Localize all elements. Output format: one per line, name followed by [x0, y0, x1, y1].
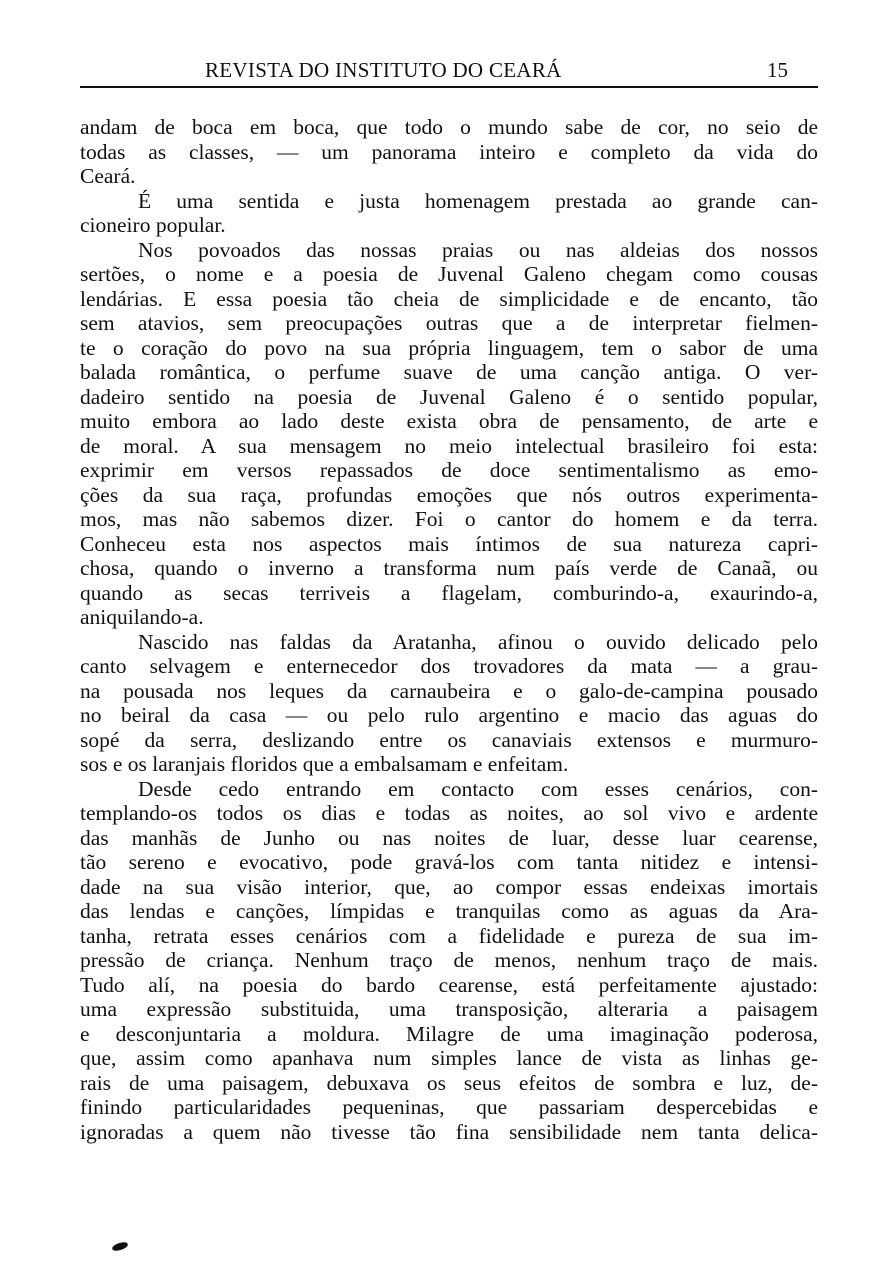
text-line: Conheceu esta nos aspectos mais íntimos de sua natureza capri-	[80, 531, 818, 556]
text-line: andam de boca em boca, que todo o mundo sabe de cor, no seio de	[80, 115, 818, 139]
text-line: e desconjuntaria a moldura. Milagre de uma imaginação poderosa,	[80, 1021, 818, 1046]
text-line: balada romântica, o perfume suave de uma canção antiga. O ver-	[80, 360, 818, 384]
text-line: É uma sentida e justa homenagem prestada ao grande can-	[138, 188, 818, 213]
text-line: sopé da serra, deslizando entre os canaviais extensos e murmuro-	[80, 727, 818, 752]
text-line: cioneiro popular.	[80, 213, 226, 237]
journal-title: REVISTA DO INSTITUTO DO CEARÁ	[205, 58, 562, 82]
ink-blot	[111, 1241, 128, 1252]
text-line: aniquilando-a.	[80, 605, 204, 629]
header-rule	[80, 86, 818, 88]
text-line: ções da sua raça, profundas emoções que nós outros experimenta-	[80, 482, 818, 507]
text-line: tanha, retrata esses cenários com a fidelidade e pureza de sua im-	[80, 923, 818, 948]
text-line: pressão de criança. Nenhum traço de menos, nenhum traço de mais.	[80, 948, 818, 972]
text-line: sos e os laranjais floridos que a embalsamam e enfeitam.	[80, 752, 569, 776]
text-line: ignoradas a quem não tivesse tão fina sensibilidade nem tanta delica-	[80, 1119, 818, 1144]
text-line: chosa, quando o inverno a transforma num país verde de Canaã, ou	[80, 556, 818, 580]
running-header	[80, 58, 818, 86]
text-line: templando-os todos os dias e todas as noites, ao sol vivo e ardente	[80, 801, 818, 825]
text-line: canto selvagem e enternecedor dos trovadores da mata — a grau-	[80, 654, 818, 678]
text-line: muito embora ao lado deste exista obra de pensamento, de arte e	[80, 409, 818, 433]
page-number: 15	[767, 58, 788, 82]
text-line: Ceará.	[80, 164, 136, 188]
text-line: lendárias. E essa poesia tão cheia de simplicidade e de encanto, tão	[80, 286, 818, 311]
text-line: dade na sua visão interior, que, ao compor essas endeixas imortais	[80, 874, 818, 899]
text-line: das lendas e canções, límpidas e tranquilas como as aguas da Ara-	[80, 899, 818, 923]
text-line: quando as secas terriveis a flagelam, comburindo-a, exaurindo-a,	[80, 580, 818, 605]
body-text	[80, 115, 818, 1144]
text-line: mos, mas não sabemos dizer. Foi o cantor do homem e da terra.	[80, 507, 818, 531]
text-line: dadeiro sentido na poesia de Juvenal Galeno é o sentido popular,	[80, 384, 818, 409]
text-line: tão sereno e evocativo, pode gravá-los com tanta nitidez e intensi-	[80, 850, 818, 874]
text-line: Tudo alí, na poesia do bardo cearense, está perfeitamente ajustado:	[80, 972, 818, 997]
text-line: exprimir em versos repassados de doce sentimentalismo as emo-	[80, 458, 818, 482]
text-line: sertões, o nome e a poesia de Juvenal Galeno chegam como cousas	[80, 262, 818, 286]
text-line: finindo particularidades pequeninas, que passariam despercebidas e	[80, 1095, 818, 1119]
text-line: no beiral da casa — ou pelo rulo argentino e macio das aguas do	[80, 703, 818, 727]
text-line: Desde cedo entrando em contacto com esses cenários, con-	[138, 776, 818, 801]
text-line: te o coração do povo na sua própria linguagem, tem o sabor de uma	[80, 335, 818, 360]
text-line: rais de uma paisagem, debuxava os seus efeitos de sombra e luz, de-	[80, 1070, 818, 1095]
text-line: de moral. A sua mensagem no meio intelectual brasileiro foi esta:	[80, 433, 818, 458]
text-line: das manhãs de Junho ou nas noites de luar, desse luar cearense,	[80, 825, 818, 850]
text-line: Nascido nas faldas da Aratanha, afinou o ouvido delicado pelo	[138, 629, 818, 654]
text-line: sem atavios, sem preocupações outras que a de interpretar fielmen-	[80, 311, 818, 335]
text-line: todas as classes, — um panorama inteiro e completo da vida do	[80, 139, 818, 164]
text-line: Nos povoados das nossas praias ou nas aldeias dos nossos	[138, 237, 818, 262]
text-line: que, assim como apanhava num simples lance de vista as linhas ge-	[80, 1046, 818, 1070]
text-line: na pousada nos leques da carnaubeira e o galo-de-campina pousado	[80, 678, 818, 703]
text-line: uma expressão substituida, uma transposição, alteraria a paisagem	[80, 997, 818, 1021]
